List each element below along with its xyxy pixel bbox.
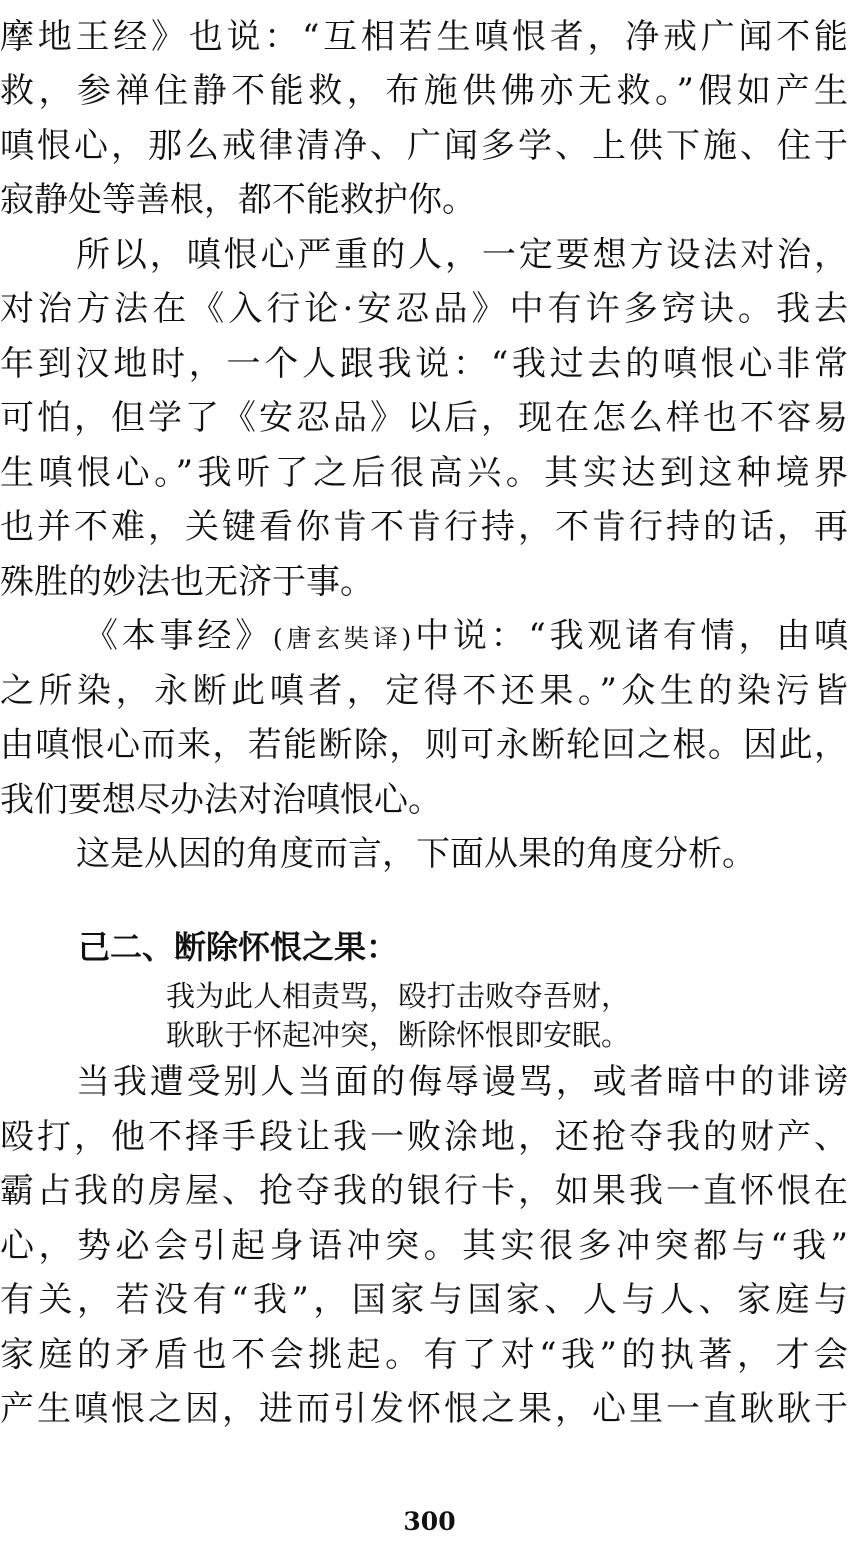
paragraph-2-line-3: 年到汉地时，一个人跟我说：“我过去的嗔恨心非常	[0, 344, 848, 384]
paragraph-5-line-2: 殴打，他不择手段让我一败涂地，还抢夺我的财产、	[0, 1117, 848, 1157]
paragraph-5-line-4: 心，势必会引起身语冲突。其实很多冲突都与“我”	[0, 1226, 848, 1266]
paragraph-5-line-5: 有关，若没有“我”，国家与国家、人与人、家庭与	[0, 1280, 848, 1320]
paragraph-4: 这是从因的角度而言，下面从果的角度分析。	[76, 834, 756, 874]
paragraph-2-line-1: 所以，嗔恨心严重的人，一定要想方设法对治，	[76, 235, 848, 275]
translator-note: (唐玄奘译)	[272, 624, 412, 653]
paragraph-3-line-4: 我们要想尽办法对治嗔恨心。	[0, 780, 442, 820]
quote-start: 中说：“我观诸有情，由嗔	[411, 616, 848, 656]
paragraph-2-line-4: 可怕，但学了《安忍品》以后，现在怎么样也不容易	[0, 398, 848, 438]
paragraph-2-line-6: 也并不难，关键看你肯不肯行持，不肯行持的话，再	[0, 507, 848, 547]
section-heading: 己二、断除怀恨之果：	[78, 928, 399, 966]
paragraph-2-line-2: 对治方法在《入行论·安忍品》中有许多窍诀。我去	[0, 289, 848, 329]
paragraph-5-line-3: 霸占我的房屋、抢夺我的银行卡，如果我一直怀恨在	[0, 1171, 848, 1211]
paragraph-2-line-7: 殊胜的妙法也无济于事。	[0, 562, 374, 602]
paragraph-5-line-1: 当我遭受别人当面的侮辱谩骂，或者暗中的诽谤	[76, 1062, 848, 1102]
paragraph-2-line-5: 生嗔恨心。”我听了之后很高兴。其实达到这种境界	[0, 453, 848, 493]
sutra-title: 《本事经》	[84, 616, 273, 656]
paragraph-1-line-1: 摩地王经》也说：“互相若生嗔恨者，净戒广闻不能	[0, 17, 848, 57]
paragraph-5-line-6: 家庭的矛盾也不会挑起。有了对“我”的执著，才会	[0, 1335, 848, 1375]
paragraph-5-line-7: 产生嗔恨之因，进而引发怀恨之果，心里一直耿耿于	[0, 1389, 848, 1429]
paragraph-1-line-3: 嗔恨心，那么戒律清净、广闻多学、上供下施、住于	[0, 126, 848, 166]
paragraph-3-line-1	[84, 609, 848, 663]
paragraph-1-line-4: 寂静处等善根，都不能救护你。	[0, 180, 476, 220]
verse-line-1: 我为此人相责骂，殴打击败夺吾财，	[166, 979, 631, 1013]
verse-line-2: 耿耿于怀起冲突，断除怀恨即安眠。	[166, 1018, 631, 1052]
paragraph-3-line-3: 由嗔恨心而来，若能断除，则可永断轮回之根。因此，	[0, 725, 848, 765]
paragraph-3-line-2: 之所染，永断此嗔者，定得不还果。”众生的染污皆	[0, 671, 848, 711]
page-number: 300	[403, 1507, 456, 1536]
paragraph-1-line-2: 救，参禅住静不能救，布施供佛亦无救。”假如产生	[0, 71, 848, 111]
